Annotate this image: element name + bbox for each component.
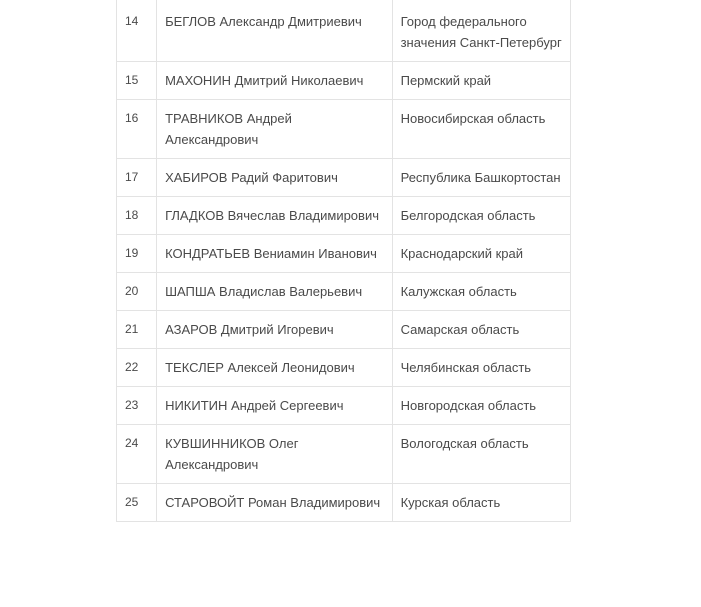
row-number: 22 — [117, 349, 157, 387]
governors-table-container — [116, 0, 571, 522]
row-number: 19 — [117, 235, 157, 273]
row-number: 17 — [117, 159, 157, 197]
region-name: Новосибирская область — [392, 100, 570, 159]
region-name: Вологодская область — [392, 425, 570, 484]
table-row — [117, 349, 571, 387]
region-name: Самарская область — [392, 311, 570, 349]
row-number: 21 — [117, 311, 157, 349]
governor-name: ШАПША Владислав Валерьевич — [157, 273, 393, 311]
table-row — [117, 387, 571, 425]
governor-name: ХАБИРОВ Радий Фаритович — [157, 159, 393, 197]
governors-table — [116, 0, 571, 522]
table-row — [117, 197, 571, 235]
table-row — [117, 311, 571, 349]
region-name: Республика Башкортостан — [392, 159, 570, 197]
row-number: 16 — [117, 100, 157, 159]
governor-name: БЕГЛОВ Александр Дмитриевич — [157, 0, 393, 62]
region-name: Город федерального значения Санкт-Петербург — [392, 0, 570, 62]
region-name: Пермский край — [392, 62, 570, 100]
table-row — [117, 100, 571, 159]
row-number: 14 — [117, 0, 157, 62]
region-name: Белгородская область — [392, 197, 570, 235]
governor-name: КОНДРАТЬЕВ Вениамин Иванович — [157, 235, 393, 273]
governor-name: ТРАВНИКОВ Андрей Александрович — [157, 100, 393, 159]
governor-name: ГЛАДКОВ Вячеслав Владимирович — [157, 197, 393, 235]
governor-name: НИКИТИН Андрей Сергеевич — [157, 387, 393, 425]
region-name: Курская область — [392, 484, 570, 522]
governor-name: КУВШИННИКОВ Олег Александрович — [157, 425, 393, 484]
table-row — [117, 273, 571, 311]
table-row — [117, 425, 571, 484]
row-number: 20 — [117, 273, 157, 311]
table-row — [117, 0, 571, 62]
row-number: 18 — [117, 197, 157, 235]
table-row — [117, 235, 571, 273]
governor-name: ТЕКСЛЕР Алексей Леонидович — [157, 349, 393, 387]
table-row — [117, 62, 571, 100]
region-name: Новгородская область — [392, 387, 570, 425]
region-name: Калужская область — [392, 273, 570, 311]
row-number: 15 — [117, 62, 157, 100]
row-number: 24 — [117, 425, 157, 484]
table-row — [117, 159, 571, 197]
region-name: Краснодарский край — [392, 235, 570, 273]
region-name: Челябинская область — [392, 349, 570, 387]
governor-name: СТАРОВОЙТ Роман Владимирович — [157, 484, 393, 522]
governor-name: АЗАРОВ Дмитрий Игоревич — [157, 311, 393, 349]
table-row — [117, 484, 571, 522]
row-number: 23 — [117, 387, 157, 425]
row-number: 25 — [117, 484, 157, 522]
governor-name: МАХОНИН Дмитрий Николаевич — [157, 62, 393, 100]
